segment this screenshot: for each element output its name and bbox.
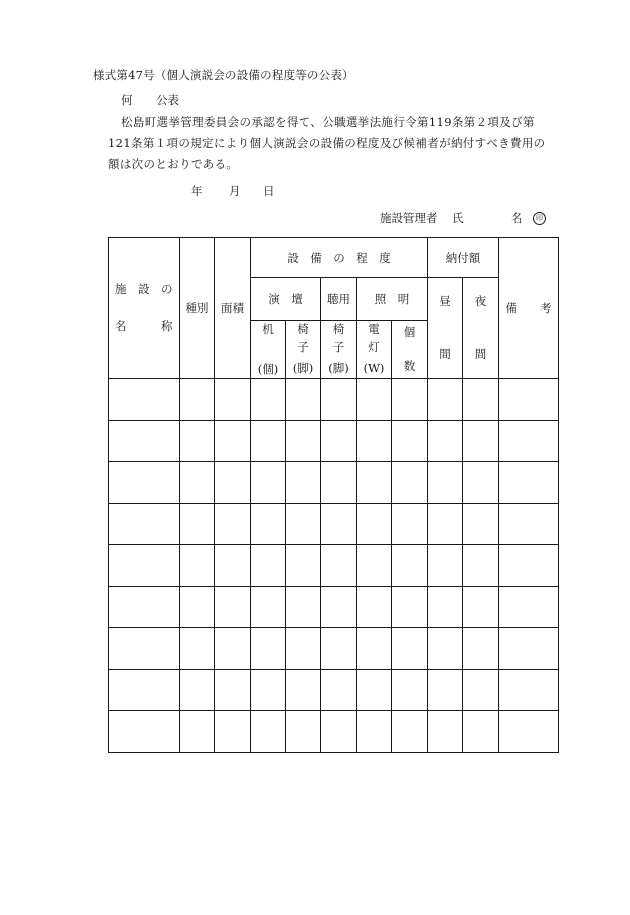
table-cell: [392, 462, 428, 504]
header-listening-chair-1: 椅: [332, 322, 345, 337]
table-cell: [499, 586, 559, 628]
table-cell: [109, 420, 180, 462]
table-cell: [463, 545, 499, 587]
table-cell: [321, 420, 357, 462]
header-equipment: 設 備 の 程 度: [251, 238, 428, 278]
notice-label-what: 何: [121, 93, 133, 107]
table-cell: [392, 379, 428, 421]
table-cell: [357, 711, 392, 753]
header-remarks: 備 考: [499, 238, 559, 379]
header-fee-night-1: 夜: [474, 293, 487, 308]
table-cell: [215, 545, 251, 587]
table-cell: [180, 669, 215, 711]
table-cell: [286, 711, 321, 753]
table-cell: [321, 628, 357, 670]
table-cell: [251, 503, 286, 545]
table-cell: [392, 669, 428, 711]
table-cell: [215, 462, 251, 504]
table-cell: [180, 628, 215, 670]
header-fee-night-2: 間: [474, 347, 487, 361]
table-row: [109, 462, 559, 504]
header-facility-name: [109, 238, 180, 379]
table-cell: [251, 379, 286, 421]
table-cell: [428, 669, 463, 711]
date-day: 日: [263, 184, 275, 198]
header-stage-chair-1: 椅: [297, 322, 309, 337]
table-cell: [499, 545, 559, 587]
table-cell: [428, 503, 463, 545]
table-cell: [392, 545, 428, 587]
table-cell: [286, 669, 321, 711]
table-cell: [463, 462, 499, 504]
table-cell: [251, 711, 286, 753]
table-cell: [251, 628, 286, 670]
table-cell: [463, 586, 499, 628]
table-cell: [109, 379, 180, 421]
header-stage-chair-2: 子: [297, 339, 309, 354]
table-row: [109, 586, 559, 628]
table-cell: [109, 503, 180, 545]
form-title: 様式第47号（個人演説会の設備の程度等の公表）: [93, 68, 354, 82]
table-cell: [499, 420, 559, 462]
table-cell: [321, 586, 357, 628]
table-cell: [180, 503, 215, 545]
table-cell: [357, 545, 392, 587]
table-cell: [321, 545, 357, 587]
header-count-1: 個: [403, 325, 416, 339]
header-stage-chair-unit: (脚): [292, 361, 314, 376]
manager-label: 施設管理者: [380, 211, 438, 225]
table-cell: [392, 586, 428, 628]
table-cell: [109, 545, 180, 587]
table-cell: [463, 711, 499, 753]
header-light-1: 電: [368, 322, 380, 337]
table-cell: [180, 711, 215, 753]
table-cell: [357, 462, 392, 504]
table-cell: [286, 628, 321, 670]
header-listening-chair: [321, 321, 357, 379]
table-cell: [286, 503, 321, 545]
header-fee-day-2: 間: [439, 347, 451, 361]
table-cell: [499, 711, 559, 753]
table-cell: [463, 669, 499, 711]
table-row: [109, 379, 559, 421]
table-row: [109, 628, 559, 670]
header-light-2: 灯: [368, 339, 380, 354]
table-cell: [499, 503, 559, 545]
table-cell: [180, 420, 215, 462]
table-cell: [428, 462, 463, 504]
table-cell: [251, 420, 286, 462]
table-cell: [180, 545, 215, 587]
table-cell: [180, 462, 215, 504]
date-month: 月: [229, 184, 241, 198]
table-cell: [109, 586, 180, 628]
table-cell: [109, 628, 180, 670]
header-stage: 演 壇: [251, 278, 321, 321]
table-cell: [357, 420, 392, 462]
equipment-table: [108, 237, 559, 753]
header-listening-chair-2: 子: [332, 339, 345, 354]
table-row: [109, 545, 559, 587]
table-cell: [215, 586, 251, 628]
table-cell: [428, 545, 463, 587]
manager-surname-label: 氏: [452, 211, 464, 225]
header-count-2: 数: [403, 358, 416, 373]
table-cell: [215, 379, 251, 421]
header-fee-day-1: 昼: [439, 293, 451, 308]
header-light: [357, 321, 392, 379]
header-area: 面積: [215, 238, 251, 379]
table-cell: [321, 669, 357, 711]
manager-name-label: 名: [511, 211, 523, 225]
table-cell: [286, 545, 321, 587]
header-desk-label: 机: [262, 322, 274, 336]
table-cell: [286, 420, 321, 462]
table-cell: [499, 379, 559, 421]
header-facility-name-line2: 名 称: [115, 319, 173, 333]
notice-label-announce: 公表: [156, 93, 179, 107]
header-listening-chair-unit: (脚): [328, 361, 349, 376]
header-fee: 納付額: [428, 238, 499, 278]
table-cell: [428, 628, 463, 670]
table-cell: [499, 462, 559, 504]
table-cell: [463, 420, 499, 462]
table-cell: [499, 628, 559, 670]
seal-icon: 印: [533, 212, 546, 225]
table-cell: [463, 379, 499, 421]
table-cell: [251, 669, 286, 711]
table-cell: [251, 586, 286, 628]
header-listening: 聴用: [321, 278, 357, 321]
table-cell: [321, 462, 357, 504]
table-cell: [321, 503, 357, 545]
header-fee-day: [428, 278, 463, 379]
table-cell: [499, 669, 559, 711]
header-count: [392, 321, 428, 379]
table-cell: [180, 379, 215, 421]
table-cell: [286, 379, 321, 421]
table-cell: [428, 379, 463, 421]
header-light-unit: (W): [363, 361, 385, 376]
header-lighting: 照 明: [357, 278, 428, 321]
table-cell: [109, 462, 180, 504]
table-cell: [463, 628, 499, 670]
table-cell: [392, 420, 428, 462]
header-fee-night: [463, 278, 499, 379]
header-type: 種別: [180, 238, 215, 379]
table-cell: [321, 379, 357, 421]
table-cell: [392, 503, 428, 545]
table-row: [109, 503, 559, 545]
table-cell: [428, 420, 463, 462]
table-cell: [286, 462, 321, 504]
table-cell: [215, 628, 251, 670]
table-cell: [321, 711, 357, 753]
table-row: [109, 669, 559, 711]
table-cell: [251, 462, 286, 504]
table-cell: [392, 711, 428, 753]
header-facility-name-line1: 施 設 の: [115, 281, 173, 296]
table-cell: [286, 586, 321, 628]
table-cell: [215, 669, 251, 711]
notice-body: 松島町選挙管理委員会の承認を得て、公職選挙法施行令第119条第２項及び第121条第１項の規定により個人演説会の設備の程度及び候補者が納付すべき費用の額は次のとおりである。: [108, 115, 546, 171]
table-cell: [357, 503, 392, 545]
table-cell: [109, 669, 180, 711]
header-stage-chair: [286, 321, 321, 379]
table-cell: [392, 628, 428, 670]
table-body: [109, 379, 559, 753]
table-row: [109, 711, 559, 753]
table-cell: [428, 711, 463, 753]
header-desk-unit: (個): [257, 361, 279, 376]
header-desk: [251, 321, 286, 379]
table-cell: [180, 586, 215, 628]
table-cell: [357, 669, 392, 711]
table-cell: [428, 586, 463, 628]
table-row: [109, 420, 559, 462]
table-cell: [251, 545, 286, 587]
table-cell: [463, 503, 499, 545]
table-cell: [215, 503, 251, 545]
table-cell: [357, 586, 392, 628]
table-cell: [215, 420, 251, 462]
table-cell: [357, 628, 392, 670]
date-year: 年: [191, 184, 203, 198]
table-cell: [109, 711, 180, 753]
table-cell: [357, 379, 392, 421]
table-cell: [215, 711, 251, 753]
